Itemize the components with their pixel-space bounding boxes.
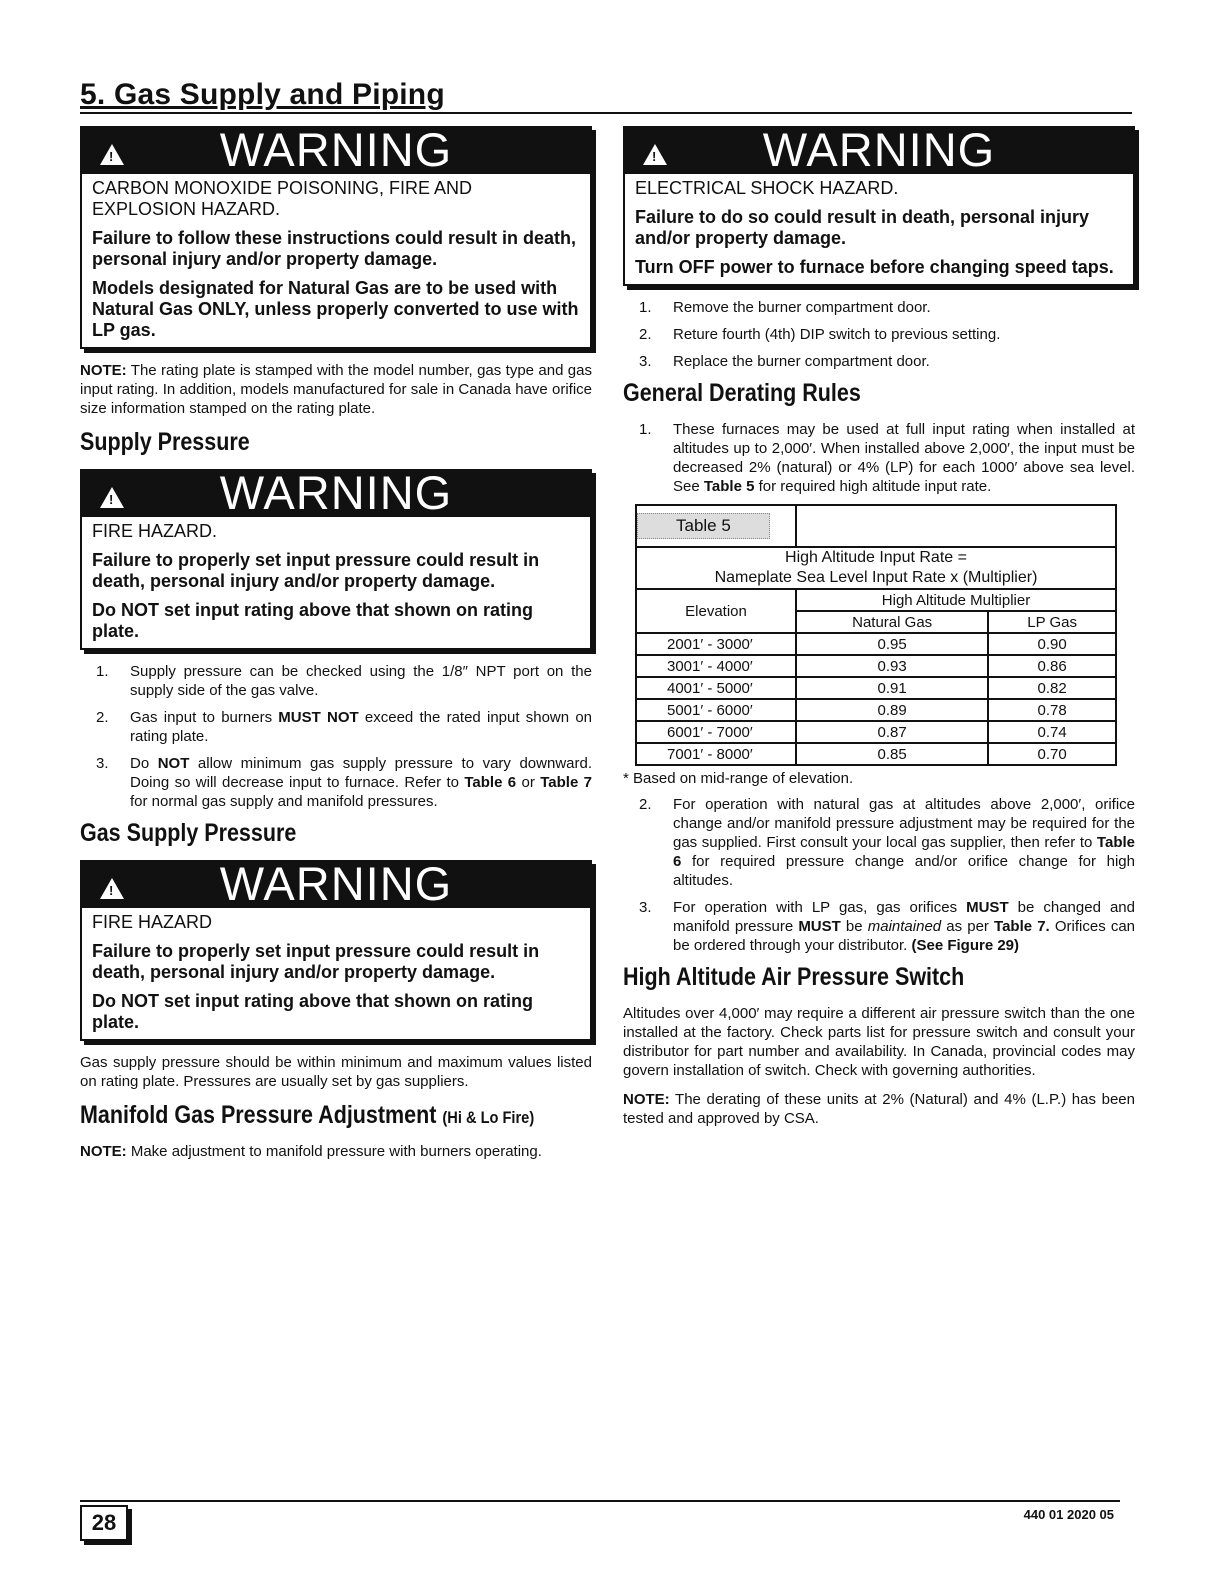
list-item: 1. Remove the burner compartment door. <box>639 299 931 316</box>
footer-divider <box>80 1500 1120 1502</box>
natural-gas-header: Natural Gas <box>796 611 988 633</box>
warning-word: WARNING <box>762 123 996 176</box>
warning-hazard: FIRE HAZARD <box>92 912 213 932</box>
section-heading-manifold: Manifold Gas Pressure Adjustment (Hi & Lo Fire) <box>80 1101 535 1129</box>
table-caption: High Altitude Input Rate = Nameplate Sea Level Input Rate x (Multiplier) <box>636 547 1116 589</box>
warning-box-fire <box>80 466 592 650</box>
note-rating-plate: NOTE: The rating plate is stamped with the model number, gas type and gas input rating. In addition, models manufactured for sale in Canada have orifice size information stamped on the rating plate. <box>80 362 592 417</box>
section-heading-air-pressure-switch: High Altitude Air Pressure Switch <box>623 963 965 991</box>
multiplier-header: High Altitude Multiplier <box>796 589 1116 611</box>
derating-step-1 <box>623 420 1135 496</box>
gas-supply-text: Gas supply pressure should be within minimum and maximum values listed on rating plate. Pressures are usually set by gas suppliers. <box>80 1054 592 1090</box>
warning-header <box>625 123 1133 176</box>
table-tag-cell <box>636 505 796 547</box>
table-row: 5001′ - 6000′ 0.89 0.78 <box>636 699 1116 721</box>
warning-hazard: ELECTRICAL SHOCK HAZARD. <box>635 178 899 198</box>
list-item: 1. Supply pressure can be checked using the 1/8″ NPT port on the supply side of the gas valve. <box>96 663 592 699</box>
section-heading-supply-pressure: Supply Pressure <box>80 428 250 456</box>
note-manifold: NOTE: Make adjustment to manifold pressure with burners operating. <box>80 1143 542 1160</box>
warning-consequence: Failure to properly set input pressure could result in death, personal injury and/or property damage. <box>92 941 540 982</box>
warning-box-electrical <box>623 123 1135 286</box>
derating-steps-2-3 <box>623 795 1135 955</box>
list-item: 3. For operation with LP gas, gas orifices MUST be changed and manifold pressure MUST be maintained as per Table 7. Orifices can be ordered through your distributor. (See Figure 29) <box>639 899 1135 954</box>
warning-header <box>82 123 590 176</box>
table-row: 3001′ - 4000′ 0.93 0.86 <box>636 655 1116 677</box>
elevation-header: Elevation <box>636 589 796 633</box>
warning-instruction: Turn OFF power to furnace before changing speed taps. <box>635 257 1114 277</box>
lp-gas-header: LP Gas <box>988 611 1116 633</box>
warning-consequence: Failure to properly set input pressure could result in death, personal injury and/or property damage. <box>92 550 540 591</box>
right-column <box>623 123 1135 1138</box>
warning-box-co <box>80 123 592 349</box>
air-pressure-switch-text: Altitudes over 4,000′ may require a different air pressure switch than the one installed at the factory. Check parts list for pressure switch and consult your distributor for part number and availability. In Canada, provincial codes may govern installation of switch. Check with governing authorities. <box>623 1005 1135 1079</box>
warning-word: WARNING <box>219 857 453 910</box>
table-footnote: * Based on mid-range of elevation. <box>623 770 854 787</box>
warning-consequence: Failure to do so could result in death, personal injury and/or property damage. <box>635 207 1090 248</box>
section-heading-derating: General Derating Rules <box>623 379 861 407</box>
table-tag: Table 5 <box>637 513 770 539</box>
left-column <box>80 123 592 1171</box>
list-item: 2. Reture fourth (4th) DIP switch to previous setting. <box>639 326 1001 343</box>
list-item: 1. These furnaces may be used at full input rating when installed at altitudes up to 2,000′. When installed above 2,000′, the input must be decreased 2% (natural) or 4% (LP) for each 1000′ above sea level. See Table 5 for required high altitude input rate. <box>639 421 1135 495</box>
section-heading-gas-supply-pressure: Gas Supply Pressure <box>80 819 297 847</box>
list-item: 3. Replace the burner compartment door. <box>639 353 930 370</box>
table-row: 2001′ - 3000′ 0.95 0.90 <box>636 633 1116 655</box>
warning-word: WARNING <box>219 123 453 176</box>
table-row: 6001′ - 7000′ 0.87 0.74 <box>636 721 1116 743</box>
dip-switch-steps <box>623 298 1135 371</box>
warning-hazard: FIRE HAZARD. <box>92 521 218 541</box>
warning-word: WARNING <box>219 466 453 519</box>
title-divider <box>80 112 1132 114</box>
warning-box-fire-2 <box>80 857 592 1041</box>
warning-consequence: Failure to follow these instructions could result in death, personal injury and/or property damage. <box>92 228 577 269</box>
supply-pressure-steps <box>80 662 592 811</box>
table-5 <box>635 504 1117 766</box>
list-item: 2. For operation with natural gas at altitudes above 2,000′, orifice change and/or manifold pressure adjustment may be required for the gas supplied. First consult your local gas supplier, then refer to Table 6 for required pressure change and/or orifice change for high altitudes. <box>639 796 1135 889</box>
warning-instruction: Do NOT set input rating above that shown on rating plate. <box>92 991 533 1032</box>
page-title: 5. Gas Supply and Piping <box>80 78 445 111</box>
list-item: 2. Gas input to burners MUST NOT exceed the rated input shown on rating plate. <box>96 709 592 745</box>
table-row: 7001′ - 8000′ 0.85 0.70 <box>636 743 1116 765</box>
list-item: 3. Do NOT allow minimum gas supply pressure to vary downward. Doing so will decrease input to furnace. Refer to Table 6 or Table 7 for normal gas supply and manifold pressures. <box>96 755 592 810</box>
document-number: 440 01 2020 05 <box>1023 1507 1114 1522</box>
warning-header <box>82 857 590 910</box>
warning-hazard: CARBON MONOXIDE POISONING, FIRE AND EXPLOSION HAZARD. <box>92 178 473 219</box>
page-number: 28 <box>80 1505 128 1541</box>
warning-header <box>82 466 590 519</box>
table-row: 4001′ - 5000′ 0.91 0.82 <box>636 677 1116 699</box>
warning-instruction: Do NOT set input rating above that shown on rating plate. <box>92 600 533 641</box>
note-csa: NOTE: The derating of these units at 2% (Natural) and 4% (L.P.) has been tested and approved by CSA. <box>623 1091 1135 1127</box>
warning-instruction: Models designated for Natural Gas are to be used with Natural Gas ONLY, unless properly converted to use with LP gas. <box>92 278 579 340</box>
